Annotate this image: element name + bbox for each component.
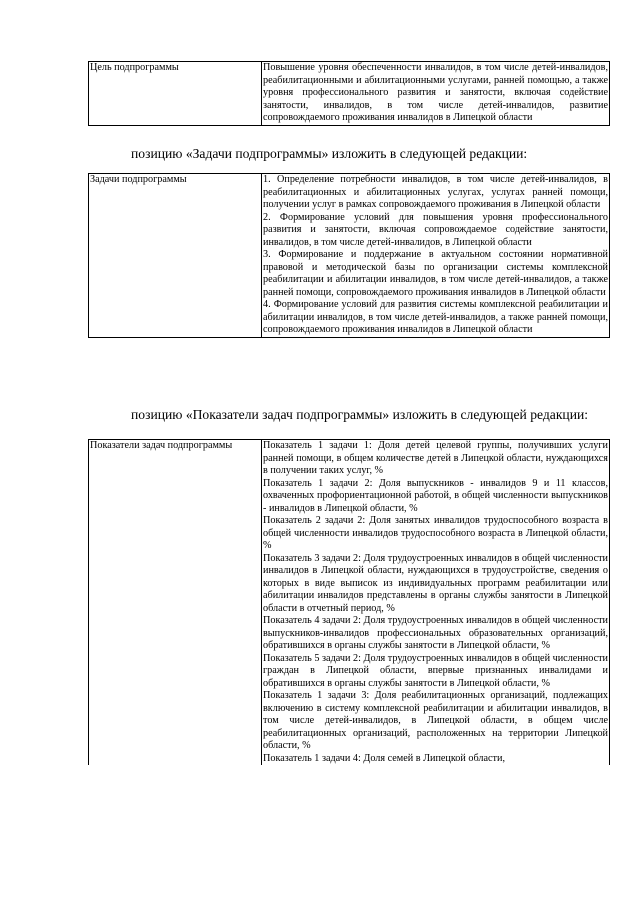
indicator-item-2: Показатель 1 задачи 2: Доля выпускников - инвалидов 9 и 11 классов, охваченных профориентационной работой, в общей численности выпускников - инвалидов в Липецкой области, % [263, 477, 608, 514]
goal-value [262, 62, 610, 126]
tasks-value [262, 174, 610, 338]
goal-label: Цель подпрограммы [89, 62, 262, 126]
indicator-item-1: Показатель 1 задачи 1: Доля детей целевой группы, получивших услуги ранней помощи, в общем количестве детей в Липецкой области, нуждающихся в получении таких услуг, % [263, 440, 608, 476]
task-item-3: 3. Формирование и поддержание в актуальном состоянии нормативной правовой и методической базы по организации системы комплексной реабилитации и абилитации инвалидов, в том числе детей-инвалидов, а также ранней помощи, сопровождаемого проживания инвалидов в Липецкой области [263, 249, 608, 298]
table-row [89, 174, 610, 338]
indicators-table [88, 439, 610, 765]
indicator-item-7: Показатель 1 задачи 3: Доля реабилитационных организаций, подлежащих включению в систему комплексной реабилитации и абилитации инвалидов, в том числе детей-инвалидов, в Липецкой области, в общем числе реабилитационных организаций, расположенных на территории Липецкой области, % [263, 690, 608, 751]
task-item-1: 1. Определение потребности инвалидов, в том числе детей-инвалидов, в реабилитационных и абилитационных услугах, услугах ранней помощи, получении услуг в рамках сопровождаемого проживания в Липецкой области [263, 174, 608, 210]
indicators-value [262, 440, 610, 766]
table-row [89, 440, 610, 766]
task-item-2: 2. Формирование условий для повышения уровня профессионального развития и занятости, включая сопровождаемое содействие занятости, инвалидов, в том числе детей-инвалидов, в Липецкой области [263, 211, 608, 248]
indicator-item-8: Показатель 1 задачи 4: Доля семей в Липецкой области, [263, 752, 506, 764]
indicators-label: Показатели задач подпрограммы [89, 440, 262, 766]
indicator-item-4: Показатель 3 задачи 2: Доля трудоустроенных инвалидов в общей численности инвалидов в Липецкой области, нуждающихся в трудоустройстве, сведения о которых в виде выписок из индивидуальных программ реабилитации или абилитации инвалидов представлены в органы службы занятости в Липецкой области в отчетный период, % [263, 552, 608, 614]
goal-text: Повышение уровня обеспеченности инвалидов, в том числе детей-инвалидов, реабилитационными и абилитационными услугами, ранней помощью, а также уровня профессионального развития и занятости, включая содействие занятости, инвалидов, в том числе детей-инвалидов, развитие сопровождаемого проживания инвалидов в Липецкой области [263, 62, 608, 123]
task-item-4: 4. Формирование условий для развития системы комплексной реабилитации и абилитации инвалидов, в том числе детей-инвалидов, а также ранней помощи, сопровождаемого проживания инвалидов в Липецкой области [263, 299, 608, 335]
indicator-item-6: Показатель 5 задачи 2: Доля трудоустроенных инвалидов в общей численности граждан в Липецкой области, впервые признанных инвалидами и обратившихся в органы службы занятости в Липецкой области, % [263, 652, 608, 689]
goal-table [88, 61, 610, 126]
indicator-item-3: Показатель 2 задачи 2: Доля занятых инвалидов трудоспособного возраста в общей численности инвалидов трудоспособного возраста в Липецкой области, % [263, 515, 608, 551]
indicator-item-5: Показатель 4 задачи 2: Доля трудоустроенных инвалидов в общей численности выпускников-инвалидов профессиональных образовательных организаций, обратившихся в органы службы занятости в Липецкой области, % [263, 615, 608, 651]
table-row [89, 62, 610, 126]
tasks-label: Задачи подпрограммы [89, 174, 262, 338]
tasks-heading: позицию «Задачи подпрограммы» изложить в следующей редакции: [131, 146, 528, 161]
indicators-heading: позицию «Показатели задач подпрограммы» изложить в следующей редакции: [131, 407, 589, 422]
tasks-table [88, 173, 610, 338]
